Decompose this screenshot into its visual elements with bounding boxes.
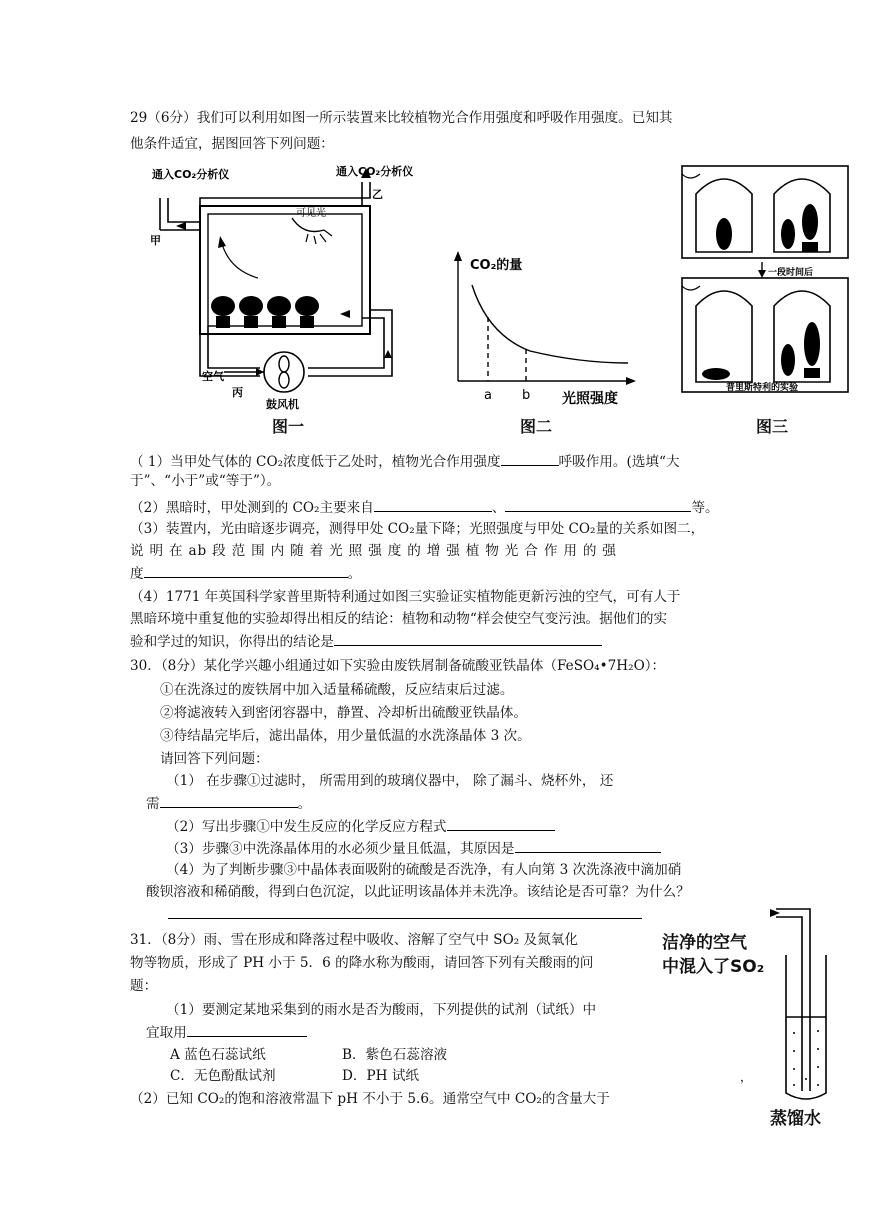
q29-p4-line1: （4）1771 年英国科学家普里斯特利通过如图三实验证实植物能更新污浊的空气，可有人于 bbox=[130, 589, 681, 605]
fig3-experiment-label: 普里斯特利的实验 bbox=[726, 383, 799, 393]
q29-p1-line1 bbox=[130, 451, 680, 472]
q30-p1-line2 bbox=[146, 793, 311, 814]
q29-p3-line1: （3）装置内，光由暗逐步调亮，测得甲处 CO₂量下降；光照强度与甲处 CO₂量的关系如图二， bbox=[130, 521, 705, 537]
q29-p2-text-a: （2）黑暗时，甲处测到的 CO₂主要来自 bbox=[130, 500, 374, 516]
q31-option-b: B．紫色石蕊溶液 bbox=[342, 1047, 448, 1063]
fig3-arrow-label: 一段时间后 bbox=[768, 268, 814, 278]
q30-p1-text-b: 需 bbox=[146, 796, 160, 812]
figure-3-priestley bbox=[676, 160, 856, 400]
fig1-light-label: 可见光 bbox=[296, 208, 326, 219]
q31-line2: 物等物质，形成了 PH 小于 5．6 的降水称为酸雨，请回答下列有关酸雨的问 bbox=[130, 955, 594, 971]
figure-3-caption: 图三 bbox=[756, 417, 789, 436]
q30-p1-line1: （1） 在步骤①过滤时， 所需用到的玻璃仪器中， 除了漏斗、烧杯外， 还 bbox=[166, 773, 614, 789]
q31-line1: 31．（8分）雨、雪在形成和降落过程中吸收、溶解了空气中 SO₂ 及氮氧化 bbox=[130, 932, 578, 948]
q29-p2-sep: 、 bbox=[491, 500, 506, 516]
figure-2-graph bbox=[440, 245, 640, 415]
answer-blank[interactable] bbox=[447, 816, 555, 831]
fig2-x-axis-label: 光照强度 bbox=[562, 391, 618, 407]
q31-fig-comma: ， bbox=[740, 1070, 753, 1084]
fig2-point-a: a bbox=[484, 388, 492, 403]
answer-line[interactable] bbox=[168, 918, 642, 919]
fig2-point-b: b bbox=[522, 388, 531, 403]
q30-p2-line bbox=[166, 816, 555, 837]
q31-line3: 题： bbox=[130, 978, 158, 994]
answer-blank[interactable] bbox=[144, 563, 348, 578]
q29-p3-text-c: 度 bbox=[130, 566, 144, 582]
q31-option-d: D．PH 试纸 bbox=[342, 1068, 420, 1084]
q31-test-tube-figure bbox=[740, 905, 830, 1105]
q29-p4-line3 bbox=[130, 631, 602, 652]
q30-p1-text-c: 。 bbox=[297, 796, 312, 812]
q29-p2-line bbox=[130, 497, 719, 518]
q31-p1-line2 bbox=[146, 1022, 307, 1043]
fig1-inlet-right-label: 通入CO₂分析仪 bbox=[336, 165, 414, 178]
fig1-inlet-left-label: 通入CO₂分析仪 bbox=[152, 168, 230, 181]
figure-2-caption: 图二 bbox=[520, 417, 553, 436]
q30-p4-line2: 酸钡溶液和稀硝酸，得到白色沉淀，以此证明该晶体并未洗净。该结论是否可靠？为什么？ bbox=[146, 884, 690, 900]
fig1-yi-label: 乙 bbox=[372, 188, 383, 201]
answer-blank[interactable] bbox=[187, 1022, 307, 1037]
q31-p1-line1: （1）要测定某地采集到的雨水是否为酸雨，下列提供的试剂（试纸）中 bbox=[166, 1002, 597, 1018]
answer-blank[interactable] bbox=[505, 497, 691, 512]
q29-p4-text-c: 验和学过的知识，你得出的结论是 bbox=[130, 634, 334, 650]
fig2-y-axis-label: CO₂的量 bbox=[470, 258, 523, 273]
q31-option-a: A 蓝色石蕊试纸 bbox=[170, 1047, 266, 1063]
q29-p3-text-d: 。 bbox=[347, 566, 362, 582]
q30-ask: 请回答下列问题： bbox=[160, 751, 269, 767]
q29-p1-line2: 于”、“小于”或“等于”）。 bbox=[130, 473, 281, 489]
q29-p1-text-a: （ 1）当甲处气体的 CO₂浓度低于乙处时，植物光合作用强度 bbox=[130, 454, 501, 470]
q31-p2-line: （2）已知 CO₂的饱和溶液常温下 pH 不小于 5.6。通常空气中 CO₂的含量大于 bbox=[130, 1091, 610, 1107]
fig1-jia-label: 甲 bbox=[150, 234, 161, 247]
answer-blank[interactable] bbox=[374, 497, 492, 512]
q29-p3-line3 bbox=[130, 563, 361, 584]
q31-p1-text-b: 宜取用 bbox=[146, 1025, 187, 1041]
q30-step-1: ①在洗涤过的废铁屑中加入适量稀硫酸，反应结束后过滤。 bbox=[160, 682, 514, 698]
q29-intro-line1: 29（6分）我们可以利用如图一所示装置来比较植物光合作用强度和呼吸作用强度。已知其 bbox=[130, 110, 673, 126]
answer-blank[interactable] bbox=[334, 631, 602, 646]
fig1-air-label: 空气 bbox=[202, 370, 224, 383]
fig1-bing-label: 丙 bbox=[232, 386, 243, 399]
answer-blank[interactable] bbox=[160, 793, 298, 808]
answer-blank[interactable] bbox=[515, 838, 661, 853]
q31-fig-label-2: 中混入了SO₂ bbox=[662, 957, 765, 977]
answer-blank[interactable] bbox=[501, 451, 559, 466]
q30-step-2: ②将滤液转入到密闭容器中，静置、冷却析出硫酸亚铁晶体。 bbox=[160, 705, 528, 721]
figure-1-caption: 图一 bbox=[272, 417, 305, 436]
q31-fig-bottom-label: 蒸馏水 bbox=[770, 1109, 821, 1129]
q29-intro-line2: 他条件适宜，据图回答下列问题： bbox=[130, 136, 334, 152]
q30-p4-line1: （4）为了判断步骤③中晶体表面吸附的硫酸是否洗净，有人向第 3 次洗涤液中滴加硝 bbox=[166, 862, 682, 878]
figure-1-apparatus bbox=[140, 160, 420, 410]
q29-p2-text-c: 等。 bbox=[691, 500, 719, 516]
q29-p4-line2: 黑暗环境中重复他的实验却得出相反的结论：植物和动物“样会使空气变污浊。据他们的实 bbox=[130, 611, 668, 627]
q31-fig-label-1: 洁净的空气 bbox=[662, 933, 747, 953]
q31-option-c: C．无色酚酞试剂 bbox=[170, 1068, 276, 1084]
q30-p3-text: （3）步骤③中洗涤晶体用的水必须少量且低温，其原因是 bbox=[166, 841, 515, 857]
q30-p2-text: （2）写出步骤①中发生反应的化学反应方程式 bbox=[166, 819, 447, 835]
q30-intro: 30．（8分）某化学兴趣小组通过如下实验由废铁屑制备硫酸亚铁晶体（FeSO₄•7H₂O）： bbox=[130, 658, 666, 674]
q30-p3-line bbox=[166, 838, 661, 859]
q29-p3-line2: 说 明 在 ab 段 范 围 内 随 着 光 照 强 度 的 增 强 植 物 光 合 作 用 的 强 bbox=[130, 543, 617, 559]
q30-step-3: ③待结晶完毕后，滤出晶体，用少量低温的水洗涤晶体 3 次。 bbox=[160, 728, 531, 744]
fig1-fan-label: 鼓风机 bbox=[266, 398, 299, 410]
q29-p1-text-b: 呼吸作用。(选填“大 bbox=[558, 454, 680, 470]
